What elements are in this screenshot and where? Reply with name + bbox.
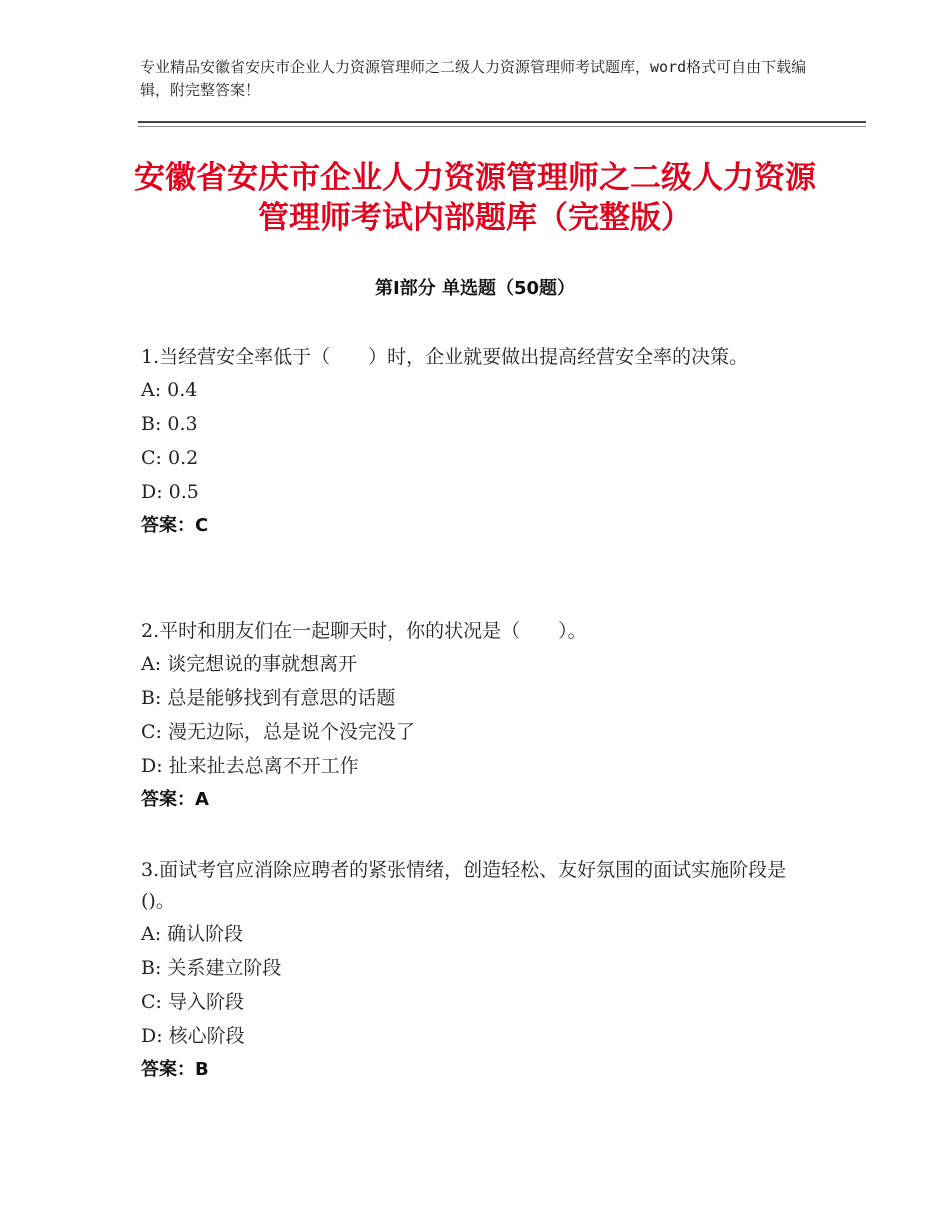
question-stem: 2.平时和朋友们在一起聊天时，你的状况是（ ）。	[141, 620, 587, 642]
option-d: D: 核心阶段	[141, 1025, 245, 1047]
option-a: A: 0.4	[141, 379, 198, 401]
option-d: D: 扯来扯去总离不开工作	[141, 755, 359, 777]
header-note: 专业精品安徽省安庆市企业人力资源管理师之二级人力资源管理师考试题库，word格式可自由下载编辑，附完整答案！	[140, 58, 807, 99]
question-stem: 1.当经营安全率低于（ ）时，企业就要做出提高经营安全率的决策。	[141, 346, 749, 368]
option-b: B: 总是能够找到有意思的话题	[141, 687, 396, 709]
answer-line: 答案：A	[141, 789, 209, 810]
header-divider-thick	[138, 121, 866, 123]
option-c: C: 漫无边际，总是说个没完没了	[141, 721, 415, 743]
answer-line: 答案：B	[141, 1059, 209, 1080]
section-heading: 第Ⅰ部分 单选题（50题）	[374, 278, 575, 299]
option-a: A: 确认阶段	[141, 923, 244, 945]
option-a: A: 谈完想说的事就想离开	[141, 653, 358, 675]
option-d: D: 0.5	[141, 481, 199, 503]
question-stem: 3.面试考官应消除应聘者的紧张情绪，创造轻松、友好氛围的面试实施阶段是()。	[141, 859, 787, 912]
question-3	[141, 855, 811, 1087]
option-b: B: 关系建立阶段	[141, 957, 282, 979]
document-title: 安徽省安庆市企业人力资源管理师之二级人力资源管理师考试内部题库（完整版）	[134, 160, 816, 236]
question-1	[141, 342, 811, 543]
answer-line: 答案：C	[141, 515, 209, 536]
option-c: C: 0.2	[141, 447, 199, 469]
header-divider-thin	[138, 126, 866, 127]
option-b: B: 0.3	[141, 413, 198, 435]
question-2	[141, 616, 811, 817]
option-c: C: 导入阶段	[141, 991, 244, 1013]
